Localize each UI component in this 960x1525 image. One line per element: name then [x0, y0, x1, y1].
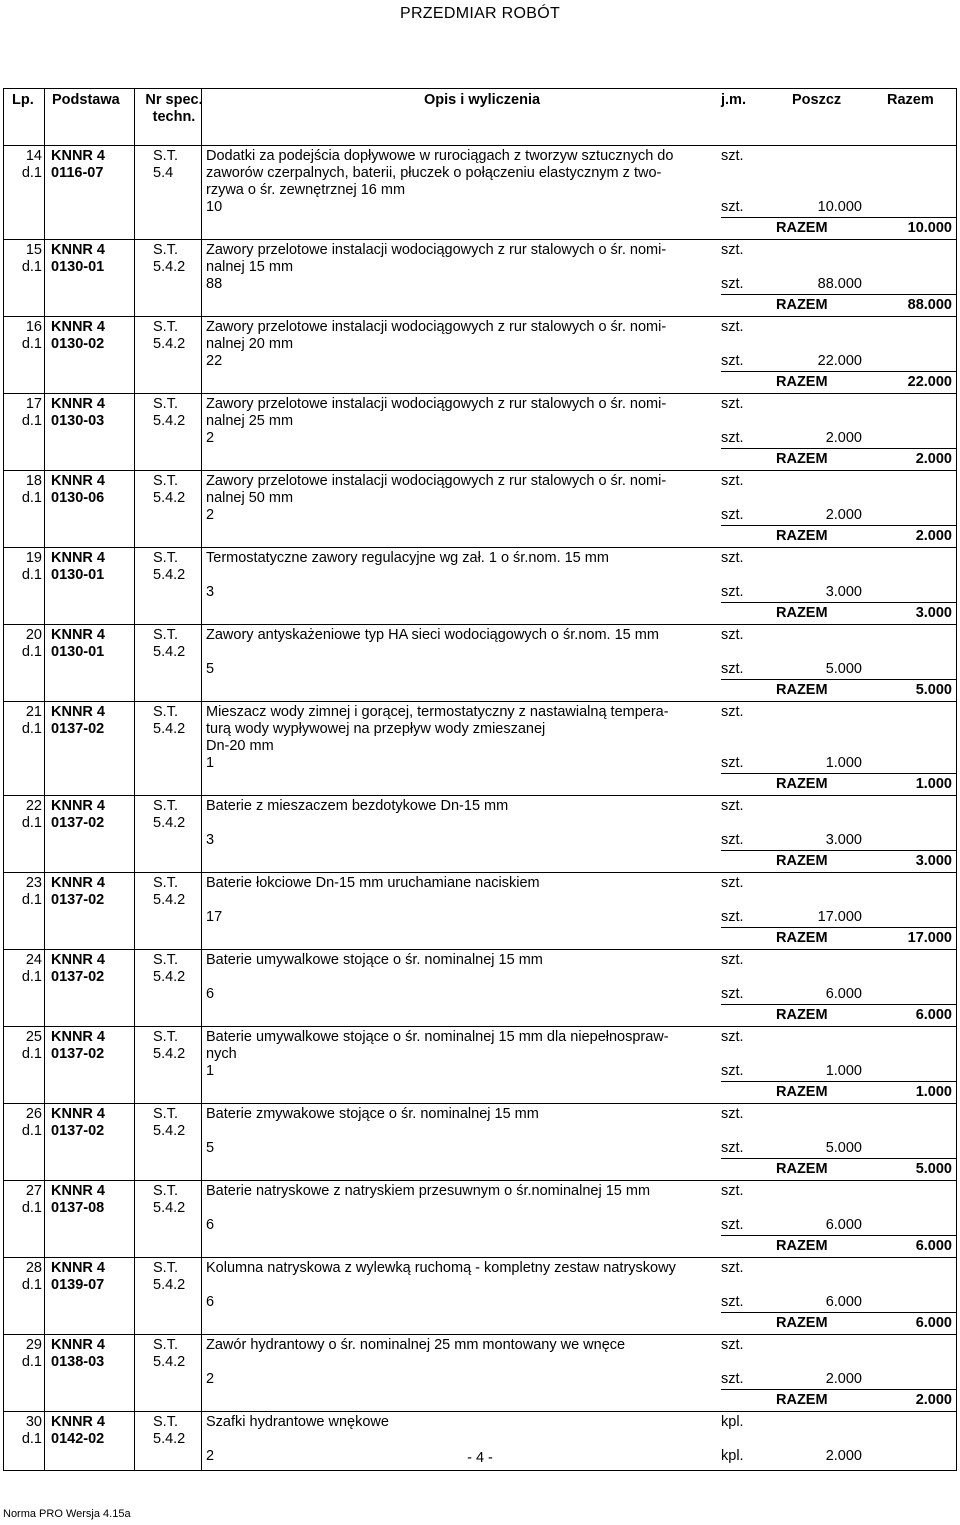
- item-unit: szt.: [721, 875, 744, 891]
- calculation-result: 22.000: [817, 353, 862, 369]
- razem-value: 2.000: [915, 528, 952, 544]
- table-row: [4, 548, 956, 625]
- calculation-result: 6.000: [825, 1294, 862, 1310]
- razem-label: RAZEM: [776, 528, 828, 544]
- razem-value: 2.000: [915, 451, 952, 467]
- razem-value: 22.000: [907, 374, 952, 390]
- razem-label: RAZEM: [776, 451, 828, 467]
- item-unit: szt.: [721, 1183, 744, 1199]
- calculation-unit: szt.: [721, 986, 744, 1002]
- item-unit: szt.: [721, 798, 744, 814]
- table-row: [4, 1027, 956, 1104]
- header-lp: Lp.: [12, 92, 34, 108]
- item-subnumber: d.1: [21, 259, 42, 275]
- calculation-value: 22: [206, 353, 223, 369]
- item-unit: szt.: [721, 1337, 744, 1353]
- item-subnumber: d.1: [21, 721, 42, 737]
- item-basis: KNNR 4 0137-02: [51, 875, 105, 908]
- calculation-unit: szt.: [721, 909, 744, 925]
- razem-divider: [721, 294, 956, 295]
- item-subnumber: d.1: [21, 1123, 42, 1139]
- calculation-value: 3: [206, 584, 215, 600]
- calculation-unit: kpl.: [721, 1448, 744, 1464]
- item-unit: szt.: [721, 148, 744, 164]
- item-basis: KNNR 4 0137-02: [51, 1106, 105, 1139]
- calculation-result: 5.000: [825, 661, 862, 677]
- page-number: - 4 -: [467, 1450, 493, 1466]
- razem-value: 1.000: [915, 776, 952, 792]
- item-spec-number: S.T. 5.4.2: [153, 704, 186, 737]
- razem-divider: [721, 371, 956, 372]
- item-basis: KNNR 4 0137-02: [51, 704, 105, 737]
- razem-label: RAZEM: [776, 220, 828, 236]
- razem-divider: [721, 1312, 956, 1313]
- item-spec-number: S.T. 5.4.2: [153, 396, 186, 429]
- item-unit: szt.: [721, 1029, 744, 1045]
- calculation-result: 10.000: [817, 199, 862, 215]
- calculation-unit: szt.: [721, 430, 744, 446]
- table-row: [4, 1335, 956, 1412]
- item-subnumber: d.1: [21, 1277, 42, 1293]
- item-description-line: nalnej 50 mm: [206, 490, 294, 506]
- item-description-line: turą wody wypływowej na przepływ wody zmieszanej: [206, 721, 546, 737]
- page-title: PRZEDMIAR ROBÓT: [399, 5, 561, 22]
- razem-divider: [721, 1235, 956, 1236]
- calculation-value: 5: [206, 1140, 215, 1156]
- item-number: 22: [25, 798, 42, 814]
- razem-value: 5.000: [915, 682, 952, 698]
- calculation-unit: szt.: [721, 276, 744, 292]
- razem-divider: [721, 448, 956, 449]
- calculation-unit: szt.: [721, 1063, 744, 1079]
- razem-divider: [721, 773, 956, 774]
- item-spec-number: S.T. 5.4.2: [153, 473, 186, 506]
- item-unit: szt.: [721, 473, 744, 489]
- item-unit: szt.: [721, 1106, 744, 1122]
- razem-divider: [721, 1081, 956, 1082]
- col-divider: [201, 89, 202, 1471]
- item-unit: szt.: [721, 242, 744, 258]
- item-basis: KNNR 4 0130-02: [51, 319, 105, 352]
- calculation-value: 88: [206, 276, 223, 292]
- item-spec-number: S.T. 5.4.2: [153, 798, 186, 831]
- razem-label: RAZEM: [776, 374, 828, 390]
- razem-value: 6.000: [915, 1007, 952, 1023]
- item-unit: szt.: [721, 550, 744, 566]
- item-unit: szt.: [721, 1260, 744, 1276]
- item-description-line: Baterie z mieszaczem bezdotykowe Dn-15 mm: [206, 798, 509, 814]
- item-basis: KNNR 4 0137-02: [51, 952, 105, 985]
- item-spec-number: S.T. 5.4.2: [153, 1414, 186, 1447]
- cost-table: [3, 88, 957, 1471]
- item-description-line: Szafki hydrantowe wnękowe: [206, 1414, 389, 1430]
- item-number: 26: [25, 1106, 42, 1122]
- razem-label: RAZEM: [776, 1084, 828, 1100]
- item-description-line: zaworów czerpalnych, baterii, płuczek o połączeniu elastycznym z two-: [206, 165, 662, 181]
- calculation-value: 3: [206, 832, 215, 848]
- item-spec-number: S.T. 5.4.2: [153, 1183, 186, 1216]
- item-basis: KNNR 4 0137-02: [51, 1029, 105, 1062]
- item-basis: KNNR 4 0139-07: [51, 1260, 105, 1293]
- item-number: 14: [25, 148, 42, 164]
- item-spec-number: S.T. 5.4: [153, 148, 178, 181]
- item-subnumber: d.1: [21, 1046, 42, 1062]
- razem-value: 17.000: [907, 930, 952, 946]
- software-footer: Norma PRO Wersja 4.15a: [3, 1508, 131, 1520]
- calculation-result: 6.000: [825, 1217, 862, 1233]
- razem-label: RAZEM: [776, 853, 828, 869]
- calculation-unit: szt.: [721, 1294, 744, 1310]
- item-description-line: Zawory przelotowe instalacji wodociągowych z rur stalowych o śr. nomi-: [206, 319, 667, 335]
- item-spec-number: S.T. 5.4.2: [153, 242, 186, 275]
- razem-divider: [721, 1004, 956, 1005]
- calculation-unit: szt.: [721, 199, 744, 215]
- item-subnumber: d.1: [21, 567, 42, 583]
- calculation-unit: szt.: [721, 353, 744, 369]
- item-number: 27: [25, 1183, 42, 1199]
- calculation-result: 3.000: [825, 832, 862, 848]
- calculation-value: 2: [206, 1371, 215, 1387]
- item-description-line: Mieszacz wody zimnej i gorącej, termostatyczny z nastawialną tempera-: [206, 704, 669, 720]
- item-basis: KNNR 4 0138-03: [51, 1337, 105, 1370]
- calculation-value: 2: [206, 430, 215, 446]
- calculation-result: 1.000: [825, 755, 862, 771]
- razem-value: 10.000: [907, 220, 952, 236]
- item-description-line: Zawory antyskażeniowe typ HA sieci wodociągowych o śr.nom. 15 mm: [206, 627, 659, 643]
- item-subnumber: d.1: [21, 1354, 42, 1370]
- item-description-line: Baterie umywalkowe stojące o śr. nominalnej 15 mm: [206, 952, 543, 968]
- item-spec-number: S.T. 5.4.2: [153, 319, 186, 352]
- header-nr: Nr spec. techn.: [145, 92, 203, 125]
- calculation-result: 2.000: [825, 1448, 862, 1464]
- item-subnumber: d.1: [21, 336, 42, 352]
- item-subnumber: d.1: [21, 490, 42, 506]
- item-number: 16: [25, 319, 42, 335]
- item-basis: KNNR 4 0130-01: [51, 242, 105, 275]
- razem-label: RAZEM: [776, 1161, 828, 1177]
- item-description-line: Baterie natryskowe z natryskiem przesuwnym o śr.nominalnej 15 mm: [206, 1183, 651, 1199]
- razem-value: 2.000: [915, 1392, 952, 1408]
- table-row: [4, 471, 956, 548]
- item-description-line: Zawory przelotowe instalacji wodociągowych z rur stalowych o śr. nomi-: [206, 396, 667, 412]
- item-subnumber: d.1: [21, 892, 42, 908]
- calculation-value: 1: [206, 1063, 215, 1079]
- calculation-result: 3.000: [825, 584, 862, 600]
- table-row: [4, 1258, 956, 1335]
- item-basis: KNNR 4 0137-02: [51, 798, 105, 831]
- calculation-result: 2.000: [825, 430, 862, 446]
- item-subnumber: d.1: [21, 815, 42, 831]
- item-description-line: Zawory przelotowe instalacji wodociągowych z rur stalowych o śr. nomi-: [206, 242, 667, 258]
- header-opis: Opis i wyliczenia: [424, 92, 541, 108]
- calculation-result: 2.000: [825, 507, 862, 523]
- calculation-value: 6: [206, 1217, 215, 1233]
- table-row: [4, 873, 956, 950]
- razem-value: 88.000: [907, 297, 952, 313]
- item-basis: KNNR 4 0142-02: [51, 1414, 105, 1447]
- header-razem: Razem: [887, 92, 934, 108]
- item-basis: KNNR 4 0130-01: [51, 627, 105, 660]
- item-description-line: Baterie umywalkowe stojące o śr. nominalnej 15 mm dla niepełnospraw-: [206, 1029, 669, 1045]
- calculation-unit: szt.: [721, 584, 744, 600]
- table-row: [4, 394, 956, 471]
- razem-value: 5.000: [915, 1161, 952, 1177]
- item-unit: kpl.: [721, 1414, 744, 1430]
- item-number: 28: [25, 1260, 42, 1276]
- item-unit: szt.: [721, 704, 744, 720]
- razem-divider: [721, 679, 956, 680]
- item-number: 30: [25, 1414, 42, 1430]
- item-spec-number: S.T. 5.4.2: [153, 1337, 186, 1370]
- calculation-value: 1: [206, 755, 215, 771]
- item-number: 24: [25, 952, 42, 968]
- razem-divider: [721, 217, 956, 218]
- item-spec-number: S.T. 5.4.2: [153, 1029, 186, 1062]
- calculation-value: 10: [206, 199, 223, 215]
- razem-label: RAZEM: [776, 297, 828, 313]
- item-unit: szt.: [721, 952, 744, 968]
- calculation-value: 5: [206, 661, 215, 677]
- item-subnumber: d.1: [21, 1431, 42, 1447]
- item-description-line: Baterie łokciowe Dn-15 mm uruchamiane naciskiem: [206, 875, 540, 891]
- item-unit: szt.: [721, 319, 744, 335]
- item-basis: KNNR 4 0137-08: [51, 1183, 105, 1216]
- item-description-line: Zawór hydrantowy o śr. nominalnej 25 mm montowany we wnęce: [206, 1337, 626, 1353]
- item-number: 19: [25, 550, 42, 566]
- calculation-result: 6.000: [825, 986, 862, 1002]
- razem-divider: [721, 602, 956, 603]
- razem-divider: [721, 1389, 956, 1390]
- item-number: 15: [25, 242, 42, 258]
- item-number: 29: [25, 1337, 42, 1353]
- razem-value: 3.000: [915, 853, 952, 869]
- razem-value: 3.000: [915, 605, 952, 621]
- item-spec-number: S.T. 5.4.2: [153, 1260, 186, 1293]
- razem-label: RAZEM: [776, 1315, 828, 1331]
- calculation-unit: szt.: [721, 1140, 744, 1156]
- item-number: 25: [25, 1029, 42, 1045]
- calculation-result: 5.000: [825, 1140, 862, 1156]
- item-subnumber: d.1: [21, 1200, 42, 1216]
- item-number: 21: [25, 704, 42, 720]
- table-row: [4, 796, 956, 873]
- calculation-value: 2: [206, 1448, 215, 1464]
- item-description-line: Dn-20 mm: [206, 738, 274, 754]
- calculation-value: 2: [206, 507, 215, 523]
- item-description-line: nalnej 15 mm: [206, 259, 294, 275]
- calculation-unit: szt.: [721, 755, 744, 771]
- razem-label: RAZEM: [776, 1007, 828, 1023]
- calculation-result: 17.000: [817, 909, 862, 925]
- razem-value: 1.000: [915, 1084, 952, 1100]
- calculation-result: 88.000: [817, 276, 862, 292]
- item-number: 18: [25, 473, 42, 489]
- calculation-value: 17: [206, 909, 223, 925]
- item-spec-number: S.T. 5.4.2: [153, 875, 186, 908]
- item-description-line: Baterie zmywakowe stojące o śr. nominalnej 15 mm: [206, 1106, 539, 1122]
- calculation-value: 6: [206, 986, 215, 1002]
- razem-label: RAZEM: [776, 682, 828, 698]
- item-spec-number: S.T. 5.4.2: [153, 1106, 186, 1139]
- item-basis: KNNR 4 0130-03: [51, 396, 105, 429]
- razem-label: RAZEM: [776, 776, 828, 792]
- item-unit: szt.: [721, 627, 744, 643]
- table-row: [4, 625, 956, 702]
- header-poszcz: Poszcz: [792, 92, 842, 108]
- calculation-value: 6: [206, 1294, 215, 1310]
- table-row: [4, 950, 956, 1027]
- item-description-line: nalnej 25 mm: [206, 413, 294, 429]
- calculation-unit: szt.: [721, 1371, 744, 1387]
- item-number: 20: [25, 627, 42, 643]
- table-header: [4, 89, 956, 146]
- item-basis: KNNR 4 0130-01: [51, 550, 105, 583]
- item-description-line: rzywa o śr. zewnętrznej 16 mm: [206, 182, 406, 198]
- item-description-line: nalnej 20 mm: [206, 336, 294, 352]
- razem-divider: [721, 927, 956, 928]
- razem-value: 6.000: [915, 1238, 952, 1254]
- razem-label: RAZEM: [776, 930, 828, 946]
- table-row: [4, 1181, 956, 1258]
- item-number: 23: [25, 875, 42, 891]
- razem-label: RAZEM: [776, 1238, 828, 1254]
- col-divider: [134, 89, 135, 1471]
- item-spec-number: S.T. 5.4.2: [153, 627, 186, 660]
- item-description-line: Kolumna natryskowa z wylewką ruchomą - kompletny zestaw natryskowy: [206, 1260, 676, 1276]
- calculation-unit: szt.: [721, 507, 744, 523]
- item-number: 17: [25, 396, 42, 412]
- header-jm: j.m.: [721, 92, 746, 108]
- table-row: [4, 317, 956, 394]
- item-basis: KNNR 4 0130-06: [51, 473, 105, 506]
- calculation-result: 2.000: [825, 1371, 862, 1387]
- table-row: [4, 240, 956, 317]
- razem-divider: [721, 525, 956, 526]
- item-description-line: Termostatyczne zawory regulacyjne wg zał. 1 o śr.nom. 15 mm: [206, 550, 609, 566]
- table-row: [4, 1104, 956, 1181]
- item-spec-number: S.T. 5.4.2: [153, 550, 186, 583]
- item-description-line: Zawory przelotowe instalacji wodociągowych z rur stalowych o śr. nomi-: [206, 473, 667, 489]
- item-subnumber: d.1: [21, 413, 42, 429]
- razem-label: RAZEM: [776, 605, 828, 621]
- razem-value: 6.000: [915, 1315, 952, 1331]
- calculation-result: 1.000: [825, 1063, 862, 1079]
- item-basis: KNNR 4 0116-07: [51, 148, 105, 181]
- table-row: [4, 146, 956, 240]
- item-subnumber: d.1: [21, 165, 42, 181]
- calculation-unit: szt.: [721, 1217, 744, 1233]
- item-subnumber: d.1: [21, 969, 42, 985]
- header-podstawa: Podstawa: [52, 92, 120, 108]
- razem-divider: [721, 850, 956, 851]
- col-divider: [44, 89, 45, 1471]
- item-description-line: Dodatki za podejścia dopływowe w rurociągach z tworzyw sztucznych do: [206, 148, 674, 164]
- razem-divider: [721, 1158, 956, 1159]
- table-row: [4, 702, 956, 796]
- item-spec-number: S.T. 5.4.2: [153, 952, 186, 985]
- razem-label: RAZEM: [776, 1392, 828, 1408]
- calculation-unit: szt.: [721, 832, 744, 848]
- calculation-unit: szt.: [721, 661, 744, 677]
- item-description-line: nych: [206, 1046, 237, 1062]
- item-subnumber: d.1: [21, 644, 42, 660]
- item-unit: szt.: [721, 396, 744, 412]
